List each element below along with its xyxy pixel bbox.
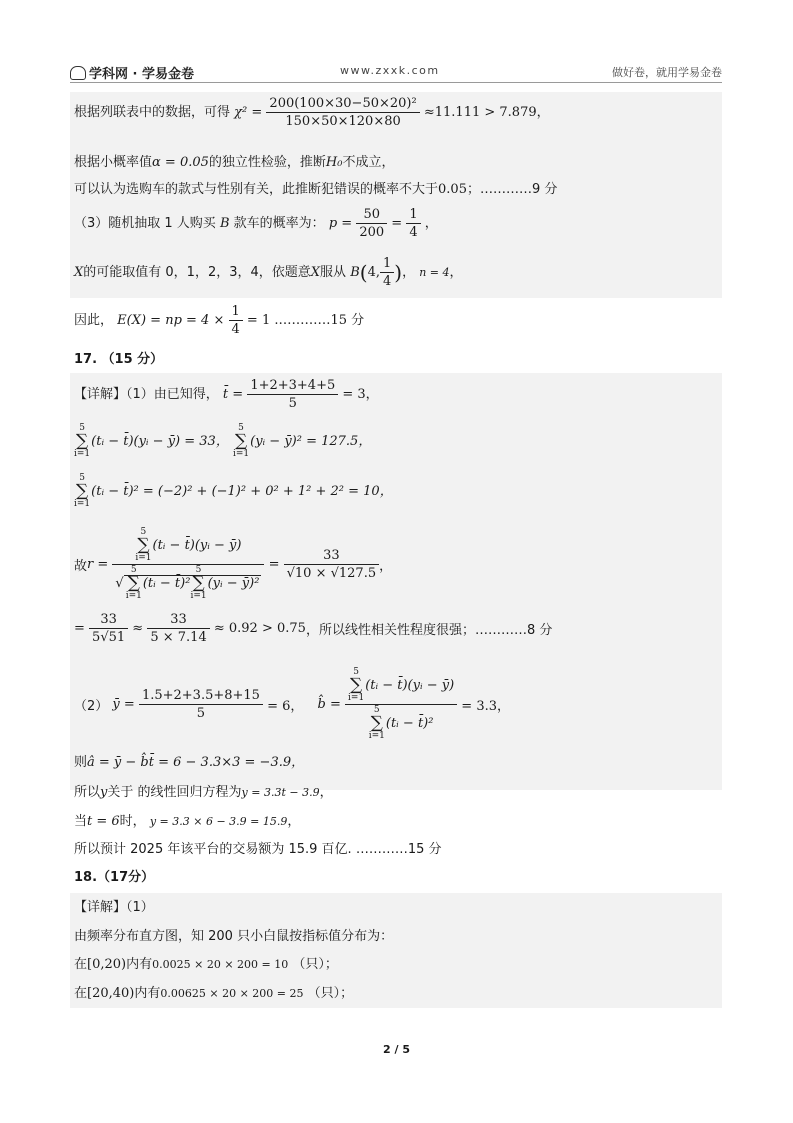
text: ， — [424, 216, 438, 231]
q17-title: 17. （15 分） — [74, 352, 164, 367]
denominator: 4 — [231, 322, 240, 337]
sqrt — [124, 565, 262, 601]
text: 的线性回归方程为 — [137, 785, 242, 800]
t6-line — [74, 810, 300, 829]
numerator: 1.5+2+3.5+8+15 — [139, 688, 263, 705]
fraction — [229, 304, 243, 337]
q18-tag: 【详解】（1） — [74, 900, 154, 915]
sum-bot: i=1 — [348, 693, 365, 703]
ybar: ȳ = — [112, 697, 135, 712]
denominator: 200 — [359, 225, 385, 240]
eq: = — [74, 621, 85, 636]
text: 关于 — [107, 785, 134, 800]
paren: ) — [394, 260, 403, 285]
sum-top: 5 — [195, 565, 202, 575]
denominator — [345, 705, 457, 741]
text: 内有 — [134, 986, 161, 1001]
sum-top: 5 — [130, 565, 137, 575]
fraction — [284, 548, 379, 581]
bhat: b̂ = — [317, 697, 341, 712]
text: ，所以线性相关性程度很强；…………8 分 — [305, 623, 553, 638]
text: 所以 — [74, 785, 101, 800]
sum-t-line — [74, 474, 393, 509]
text: = 3， — [342, 387, 379, 402]
expectation-line — [74, 304, 364, 337]
eq: = — [391, 216, 403, 231]
text: ， — [287, 814, 301, 829]
fraction — [89, 612, 128, 645]
alpha-value: α = 0.05 — [152, 155, 209, 170]
sum-symbol: 5 ∑ i=1 — [74, 423, 91, 459]
paren: ( — [359, 260, 368, 285]
q18-dist-line: 由频率分布直方图，知 200 只小白鼠按指标值分布为： — [74, 929, 394, 944]
tbar: t̄ = — [222, 387, 244, 402]
page-header — [70, 60, 722, 83]
numerator: 1+2+3+4+5 — [247, 378, 338, 395]
sum-symbol: 5 ∑ i=1 — [348, 667, 365, 703]
b-num: (tᵢ − t̄)(yᵢ − ȳ) — [365, 678, 455, 693]
numerator: 200(100×30−50×20)² — [266, 96, 419, 113]
h0: H₀ — [325, 155, 343, 170]
numerator: 1 — [406, 207, 420, 224]
text: （2） — [74, 699, 109, 714]
sum-top: 5 — [353, 667, 359, 677]
text: 故 — [74, 559, 88, 574]
denominator: 5 — [196, 706, 206, 721]
sum-symbol: 5 ∑ i=1 — [135, 527, 152, 563]
q17-tbar-line — [74, 378, 379, 411]
numerator — [112, 528, 264, 565]
numerator: 1 — [380, 256, 394, 273]
text: 在 — [74, 986, 88, 1001]
x-distribution-line: X的可能取值有 0，1，2，3，4，依题意X服从 B(4, $\frac{1}{4}$ )， n = 4， — [74, 256, 463, 289]
text: = 6， — [267, 699, 304, 714]
page-number: 2 / 5 — [383, 1043, 410, 1056]
site-url: www.zxxk.com — [340, 64, 440, 77]
text: 服从 — [320, 265, 347, 280]
interval-2-line — [74, 982, 353, 1001]
fraction — [147, 612, 209, 645]
sum-top: 5 — [79, 423, 85, 433]
sum-bot: i=1 — [232, 449, 250, 459]
denominator: √10 × √127.5 — [286, 566, 377, 581]
s3: (tᵢ − t̄)² = (−2)² + (−1)² + 0² + 1² + 2² = 10， — [91, 484, 393, 499]
r-den-b: (yᵢ − ȳ)² — [207, 576, 260, 591]
p-eq: p = — [328, 216, 353, 231]
sum-symbol: 5 ∑ i=1 — [368, 705, 385, 741]
denominator: 150×50×120×80 — [285, 114, 401, 129]
sum-symbol: 5 ∑ i=1 — [190, 565, 207, 601]
fraction — [406, 207, 420, 240]
text: = 1 .…………15 分 — [246, 313, 365, 328]
text: 根据小概率值 — [74, 155, 153, 170]
fraction — [247, 378, 338, 411]
sum-bot: i=1 — [74, 499, 91, 509]
regression-line — [74, 781, 333, 800]
sum-symbol: 5 ∑ i=1 — [232, 423, 250, 459]
numerator — [345, 668, 457, 705]
chi-square-line — [74, 96, 550, 129]
text: 的可能取值有 0，1，2，3，4，依题意 — [83, 265, 311, 280]
denominator: 4 — [382, 274, 392, 289]
r-num: (tᵢ − t̄)(yᵢ − ȳ) — [152, 538, 242, 553]
text: （只）； — [292, 957, 338, 972]
text: 内有 — [126, 957, 153, 972]
eq: = — [268, 557, 280, 572]
fraction — [356, 207, 387, 240]
r-den-a: (tᵢ − t̄)² — [142, 576, 191, 591]
reg-eq: y = 3.3t − 3.9 — [241, 786, 320, 799]
fraction — [139, 688, 263, 721]
a-hat-line — [74, 751, 304, 770]
value: 0.05 — [438, 182, 467, 197]
binomial: B — [350, 265, 360, 280]
t6-eq: y = 3.3 × 6 − 3.9 = 15.9 — [149, 815, 288, 828]
denominator: √5 ∑ i=1(tᵢ − t̄)²5 ∑ i=1(yᵢ − ȳ)² — [115, 565, 260, 601]
numerator: 33 — [284, 548, 379, 565]
logo-icon — [70, 66, 86, 80]
logo-text: 学科网 · 学易金卷 — [89, 67, 194, 82]
text: 在 — [74, 957, 88, 972]
binom-n: 4, — [367, 265, 380, 280]
denominator: 5√51 — [92, 630, 126, 645]
sum-top: 5 — [140, 527, 147, 537]
sum-symbol: 5 ∑ i=1 — [74, 473, 91, 509]
sum-bot: i=1 — [125, 591, 142, 601]
text: 的独立性检验，推断 — [208, 155, 326, 170]
header-slogan: 做好卷，就用学易金卷 — [612, 66, 722, 79]
formula: E(X) = np = 4 × — [117, 313, 225, 328]
numerator: 50 — [356, 207, 387, 224]
denominator: 5 × 7.14 — [150, 630, 207, 645]
sum-bot: i=1 — [74, 449, 91, 459]
q17-part2-line — [74, 668, 510, 741]
sum-top: 5 — [373, 705, 380, 715]
text: ；…………9 分 — [466, 182, 558, 197]
s2: (yᵢ − ȳ)² = 127.5， — [250, 434, 372, 449]
interval-1-line — [74, 953, 338, 972]
var-y: y — [100, 785, 108, 800]
fraction — [380, 256, 394, 289]
interval: [20,40) — [87, 986, 135, 1001]
var-x: X — [310, 265, 321, 280]
r-value-line — [74, 612, 552, 645]
calc: 0.00625 × 20 × 200 = 25 — [160, 987, 304, 1000]
chi-symbol: χ² = — [234, 105, 263, 120]
sum-bot: i=1 — [368, 731, 385, 741]
text: ， — [449, 265, 463, 280]
numerator: 33 — [147, 612, 209, 629]
prediction-line: 所以预计 2025 年该平台的交易额为 15.9 百亿. …………15 分 — [74, 842, 442, 857]
text: 可以认为选购车的款式与性别有关，此推断犯错误的概率不大于 — [74, 182, 439, 197]
var-x: X — [74, 265, 84, 280]
numerator: 33 — [89, 612, 128, 629]
text: = 3.3， — [461, 699, 510, 714]
chi-result: ≈11.111 > 7.879， — [423, 105, 550, 120]
logo — [70, 63, 194, 82]
text: （3）随机抽取 1 人购买 — [74, 216, 216, 231]
conclusion-line — [74, 178, 557, 197]
a-formula: â = ȳ − b̂t̄ = 6 − 3.3×3 = −3.9， — [87, 755, 305, 770]
sum-bot: i=1 — [190, 591, 207, 601]
q3-line — [74, 207, 438, 240]
b-den: (tᵢ − t̄)² — [385, 716, 434, 731]
text: 则 — [74, 755, 88, 770]
r-result: ≈ 0.92 > 0.75 — [213, 621, 306, 636]
text: ， — [379, 559, 393, 574]
sum-top: 5 — [238, 423, 244, 433]
text: （只）； — [307, 986, 354, 1001]
sums-line — [74, 424, 371, 459]
denominator: 5 — [288, 396, 297, 411]
r-line — [74, 528, 392, 601]
text: 因此， — [74, 313, 114, 328]
b-fraction — [345, 668, 457, 741]
numerator: 1 — [229, 304, 243, 321]
q18-title: 18.（17分） — [74, 870, 155, 885]
r-fraction — [112, 528, 264, 601]
text: 不成立， — [342, 155, 395, 170]
alpha-line — [74, 151, 395, 170]
text: 时， — [119, 814, 146, 829]
chi-fraction — [266, 96, 419, 129]
text: 根据列联表中的数据，可得 — [74, 105, 231, 120]
sum-top: 5 — [79, 473, 85, 483]
approx: ≈ — [132, 621, 144, 636]
interval: [0,20) — [87, 957, 127, 972]
n-eq: n = 4 — [419, 266, 450, 279]
t-eq: t = 6 — [87, 814, 120, 829]
text: 款车的概率为： — [233, 216, 325, 231]
text: ， — [319, 785, 333, 800]
denominator: 4 — [409, 225, 418, 240]
text: 当 — [74, 814, 88, 829]
var-b: B — [219, 216, 230, 231]
sum-symbol: 5 ∑ i=1 — [125, 565, 142, 601]
text: 【详解】（1）由已知得， — [74, 387, 219, 402]
s1: (tᵢ − t̄)(yᵢ − ȳ) = 33， — [91, 434, 229, 449]
calc: 0.0025 × 20 × 200 = 10 — [152, 958, 289, 971]
sum-bot: i=1 — [135, 553, 152, 563]
r-eq: r = — [87, 557, 109, 572]
